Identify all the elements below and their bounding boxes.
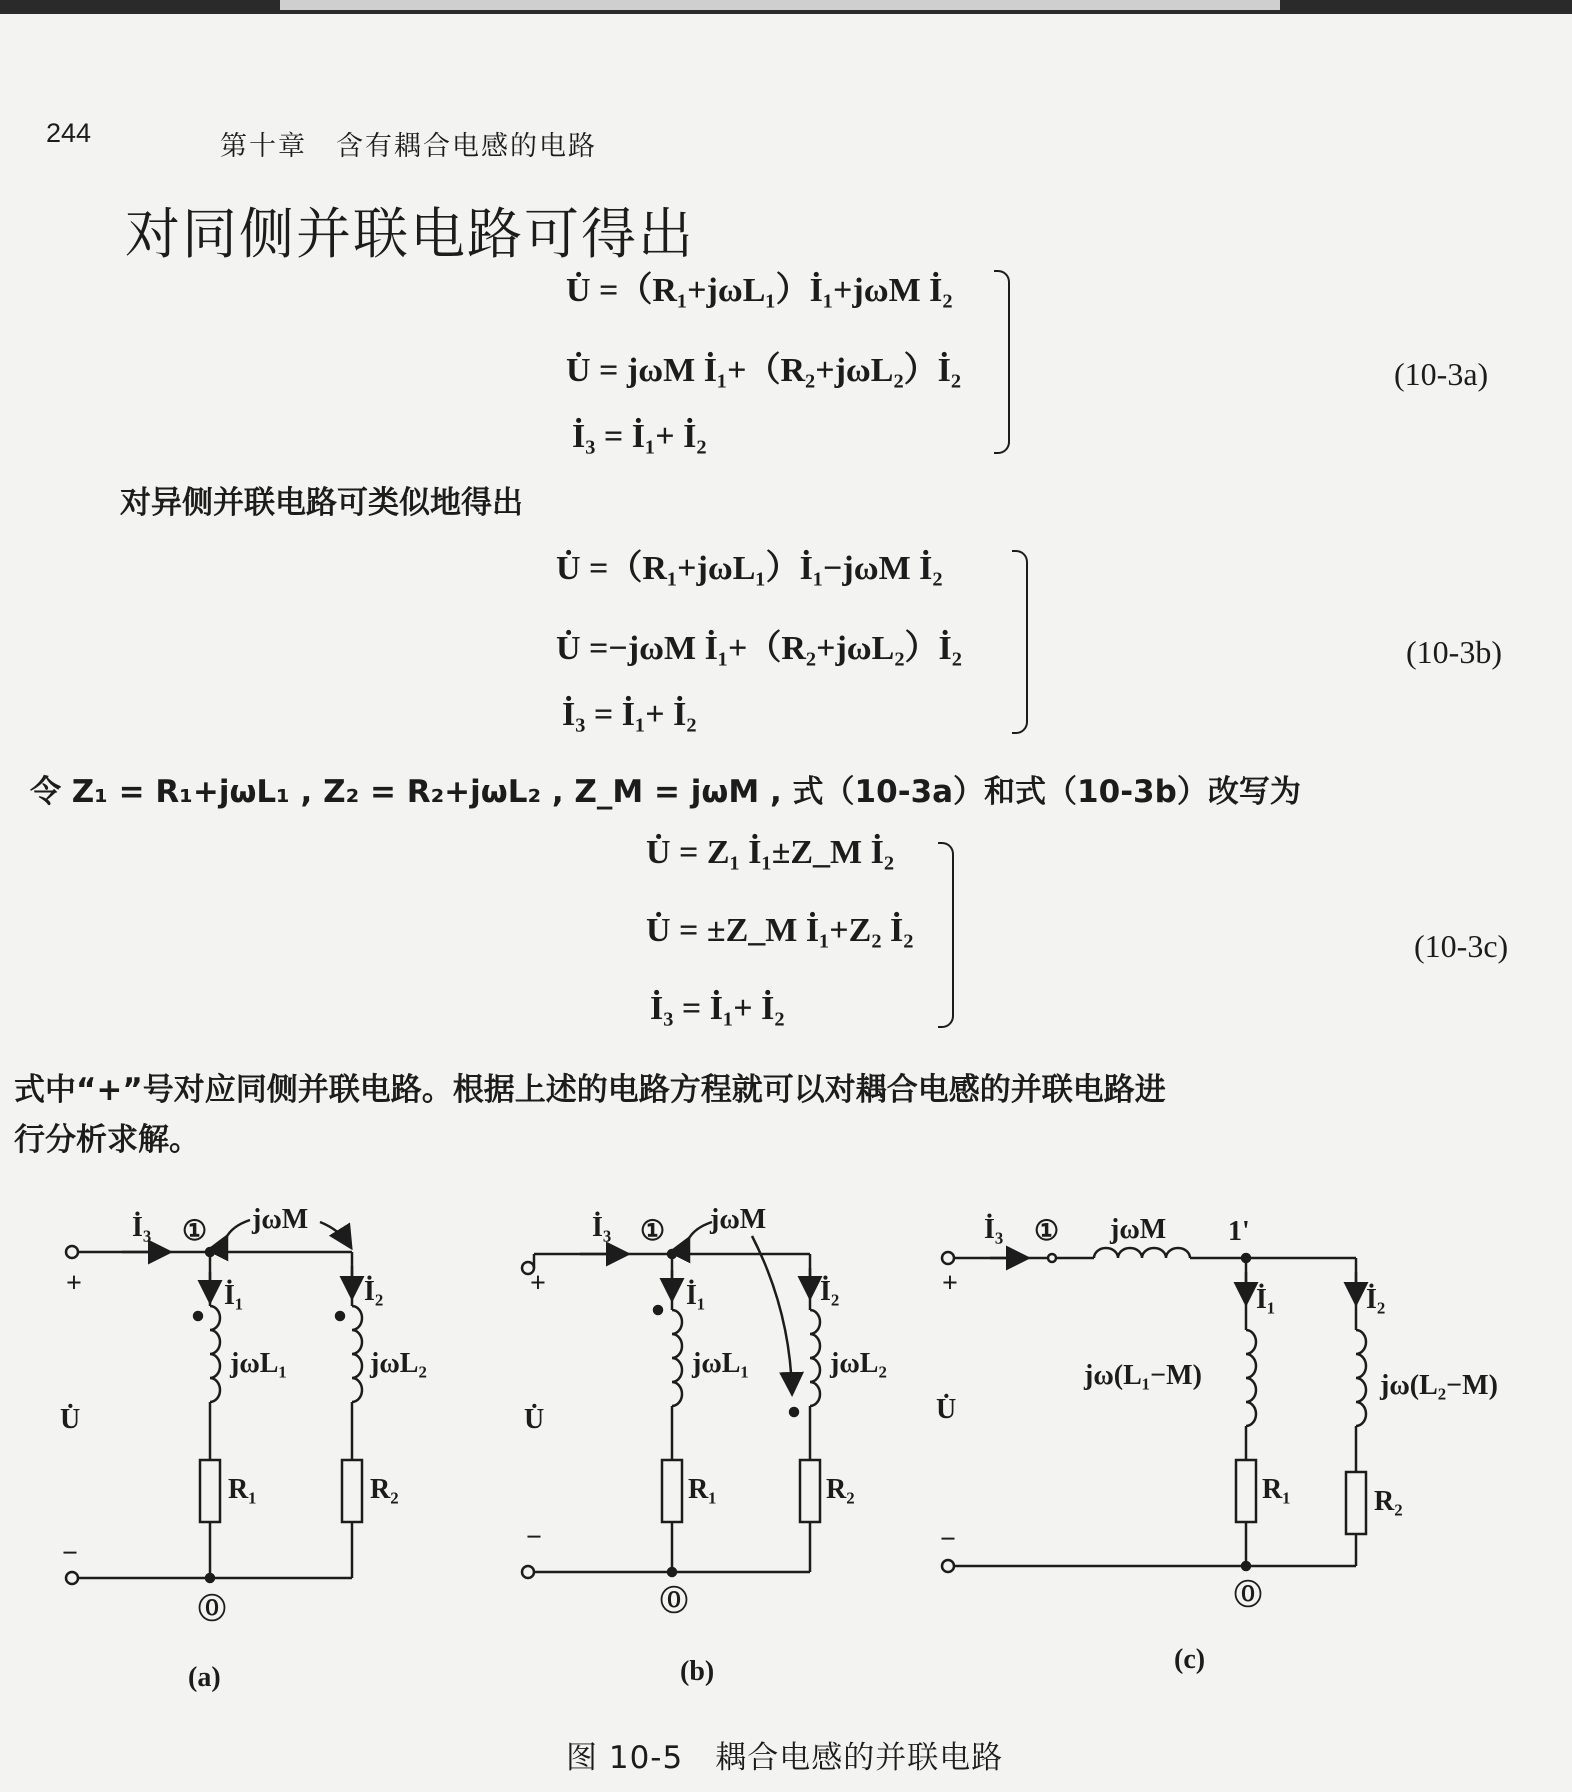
top-page-edge-light <box>280 0 1280 10</box>
c-R1-label: R₁ <box>1262 1474 1291 1505</box>
text-let-definitions: 令 Z₁ = R₁+jωL₁ , Z₂ = R₂+jωL₂ , Z_M = jωM , 式（10-3a）和式（10-3b）改写为 <box>30 774 1301 810</box>
a-L1-label: jωL₁ <box>230 1348 287 1379</box>
c-node1-label: ① <box>1034 1216 1060 1247</box>
equation-number-c: (10-3c) <box>1414 928 1509 964</box>
subfigure-label-c: (c) <box>1174 1644 1206 1675</box>
c-plus-label: + <box>942 1268 958 1299</box>
c-U-label: U̇ <box>936 1394 957 1425</box>
equation-a-2: U̇ = jωM İ₁+（R₂+jωL₂）İ₂ <box>566 352 962 389</box>
equation-number-b: (10-3b) <box>1406 634 1502 670</box>
a-U-label: U̇ <box>60 1404 81 1435</box>
equation-number-a: (10-3a) <box>1394 356 1489 392</box>
c-L1-label: jω(L₁−M) <box>1084 1360 1202 1391</box>
equation-a-3: İ₃ = İ₁+ İ₂ <box>572 418 707 455</box>
b-node0-label: ⓪ <box>660 1586 689 1617</box>
b-I1-label: İ₁ <box>686 1280 706 1311</box>
c-node1prime-label: 1' <box>1228 1216 1250 1247</box>
c-I3-label: İ₃ <box>984 1214 1004 1245</box>
b-L2-label: jωL₂ <box>830 1348 887 1379</box>
equation-b-3: İ₃ = İ₁+ İ₂ <box>562 696 697 733</box>
c-minus-label: − <box>940 1524 956 1555</box>
text-paragraph-line-1: 式中“+”号对应同侧并联电路。根据上述的电路方程就可以对耦合电感的并联电路进 <box>14 1072 1166 1108</box>
a-R2-label: R₂ <box>370 1474 399 1505</box>
figure-caption: 图 10-5 耦合电感的并联电路 <box>566 1740 1004 1776</box>
b-R2-label: R₂ <box>826 1474 855 1505</box>
a-L2-label: jωL₂ <box>370 1348 427 1379</box>
equation-b-1: U̇ =（R₁+jωL₁）İ₁−jωM İ₂ <box>556 550 943 587</box>
c-I1-label: İ₁ <box>1256 1284 1276 1315</box>
b-mutual-label: jωM <box>710 1204 767 1235</box>
c-mutual-label: jωM <box>1110 1214 1167 1245</box>
a-R1-label: R₁ <box>228 1474 257 1505</box>
text-paragraph-line-2: 行分析求解。 <box>14 1122 200 1158</box>
c-I2-label: İ₂ <box>1366 1284 1386 1315</box>
handwritten-note: 对同侧并联电路可得出 <box>125 202 696 266</box>
b-L1-label: jωL₁ <box>692 1348 749 1379</box>
equation-c-1: U̇ = Z₁ İ₁±Z_M İ₂ <box>646 834 895 871</box>
a-I1-label: İ₁ <box>224 1280 244 1311</box>
a-node1-label: ① <box>182 1216 208 1247</box>
brace-a <box>994 270 1010 454</box>
circuit-a <box>66 1220 362 1584</box>
b-plus-label: + <box>530 1268 546 1299</box>
text-opposite-side: 对异侧并联电路可类似地得出 <box>120 485 523 521</box>
a-I2-label: İ₂ <box>364 1276 384 1307</box>
b-I3-label: İ₃ <box>592 1212 612 1243</box>
c-node0-label: ⓪ <box>1234 1580 1263 1611</box>
brace-c <box>938 842 954 1028</box>
a-plus-label: + <box>66 1268 82 1299</box>
c-L2-label: jω(L₂−M) <box>1380 1370 1498 1401</box>
chapter-title: 第十章 含有耦合电感的电路 <box>220 131 597 162</box>
equation-c-3: İ₃ = İ₁+ İ₂ <box>650 990 785 1027</box>
equation-c-2: U̇ = ±Z_M İ₁+Z₂ İ₂ <box>646 912 914 949</box>
parallel-circuit-figure <box>0 1180 1572 1680</box>
b-minus-label: − <box>526 1522 542 1553</box>
c-R2-label: R₂ <box>1374 1486 1403 1517</box>
a-I3-label: İ₃ <box>132 1212 152 1243</box>
b-U-label: U̇ <box>524 1404 545 1435</box>
brace-b <box>1012 550 1028 734</box>
circuit-c <box>942 1248 1366 1572</box>
subfigure-label-b: (b) <box>680 1656 715 1687</box>
b-I2-label: İ₂ <box>820 1276 840 1307</box>
a-mutual-label: jωM <box>252 1204 309 1235</box>
subfigure-label-a: (a) <box>188 1662 221 1693</box>
equation-b-2: U̇ =−jωM İ₁+（R₂+jωL₂）İ₂ <box>556 630 962 667</box>
b-R1-label: R₁ <box>688 1474 717 1505</box>
page-number: 244 <box>46 118 92 148</box>
a-minus-label: − <box>62 1538 78 1569</box>
b-node1-label: ① <box>640 1216 666 1247</box>
equation-a-1: U̇ =（R₁+jωL₁）İ₁+jωM İ₂ <box>566 272 953 309</box>
a-node0-label: ⓪ <box>198 1594 227 1625</box>
circuit-b <box>522 1222 820 1578</box>
